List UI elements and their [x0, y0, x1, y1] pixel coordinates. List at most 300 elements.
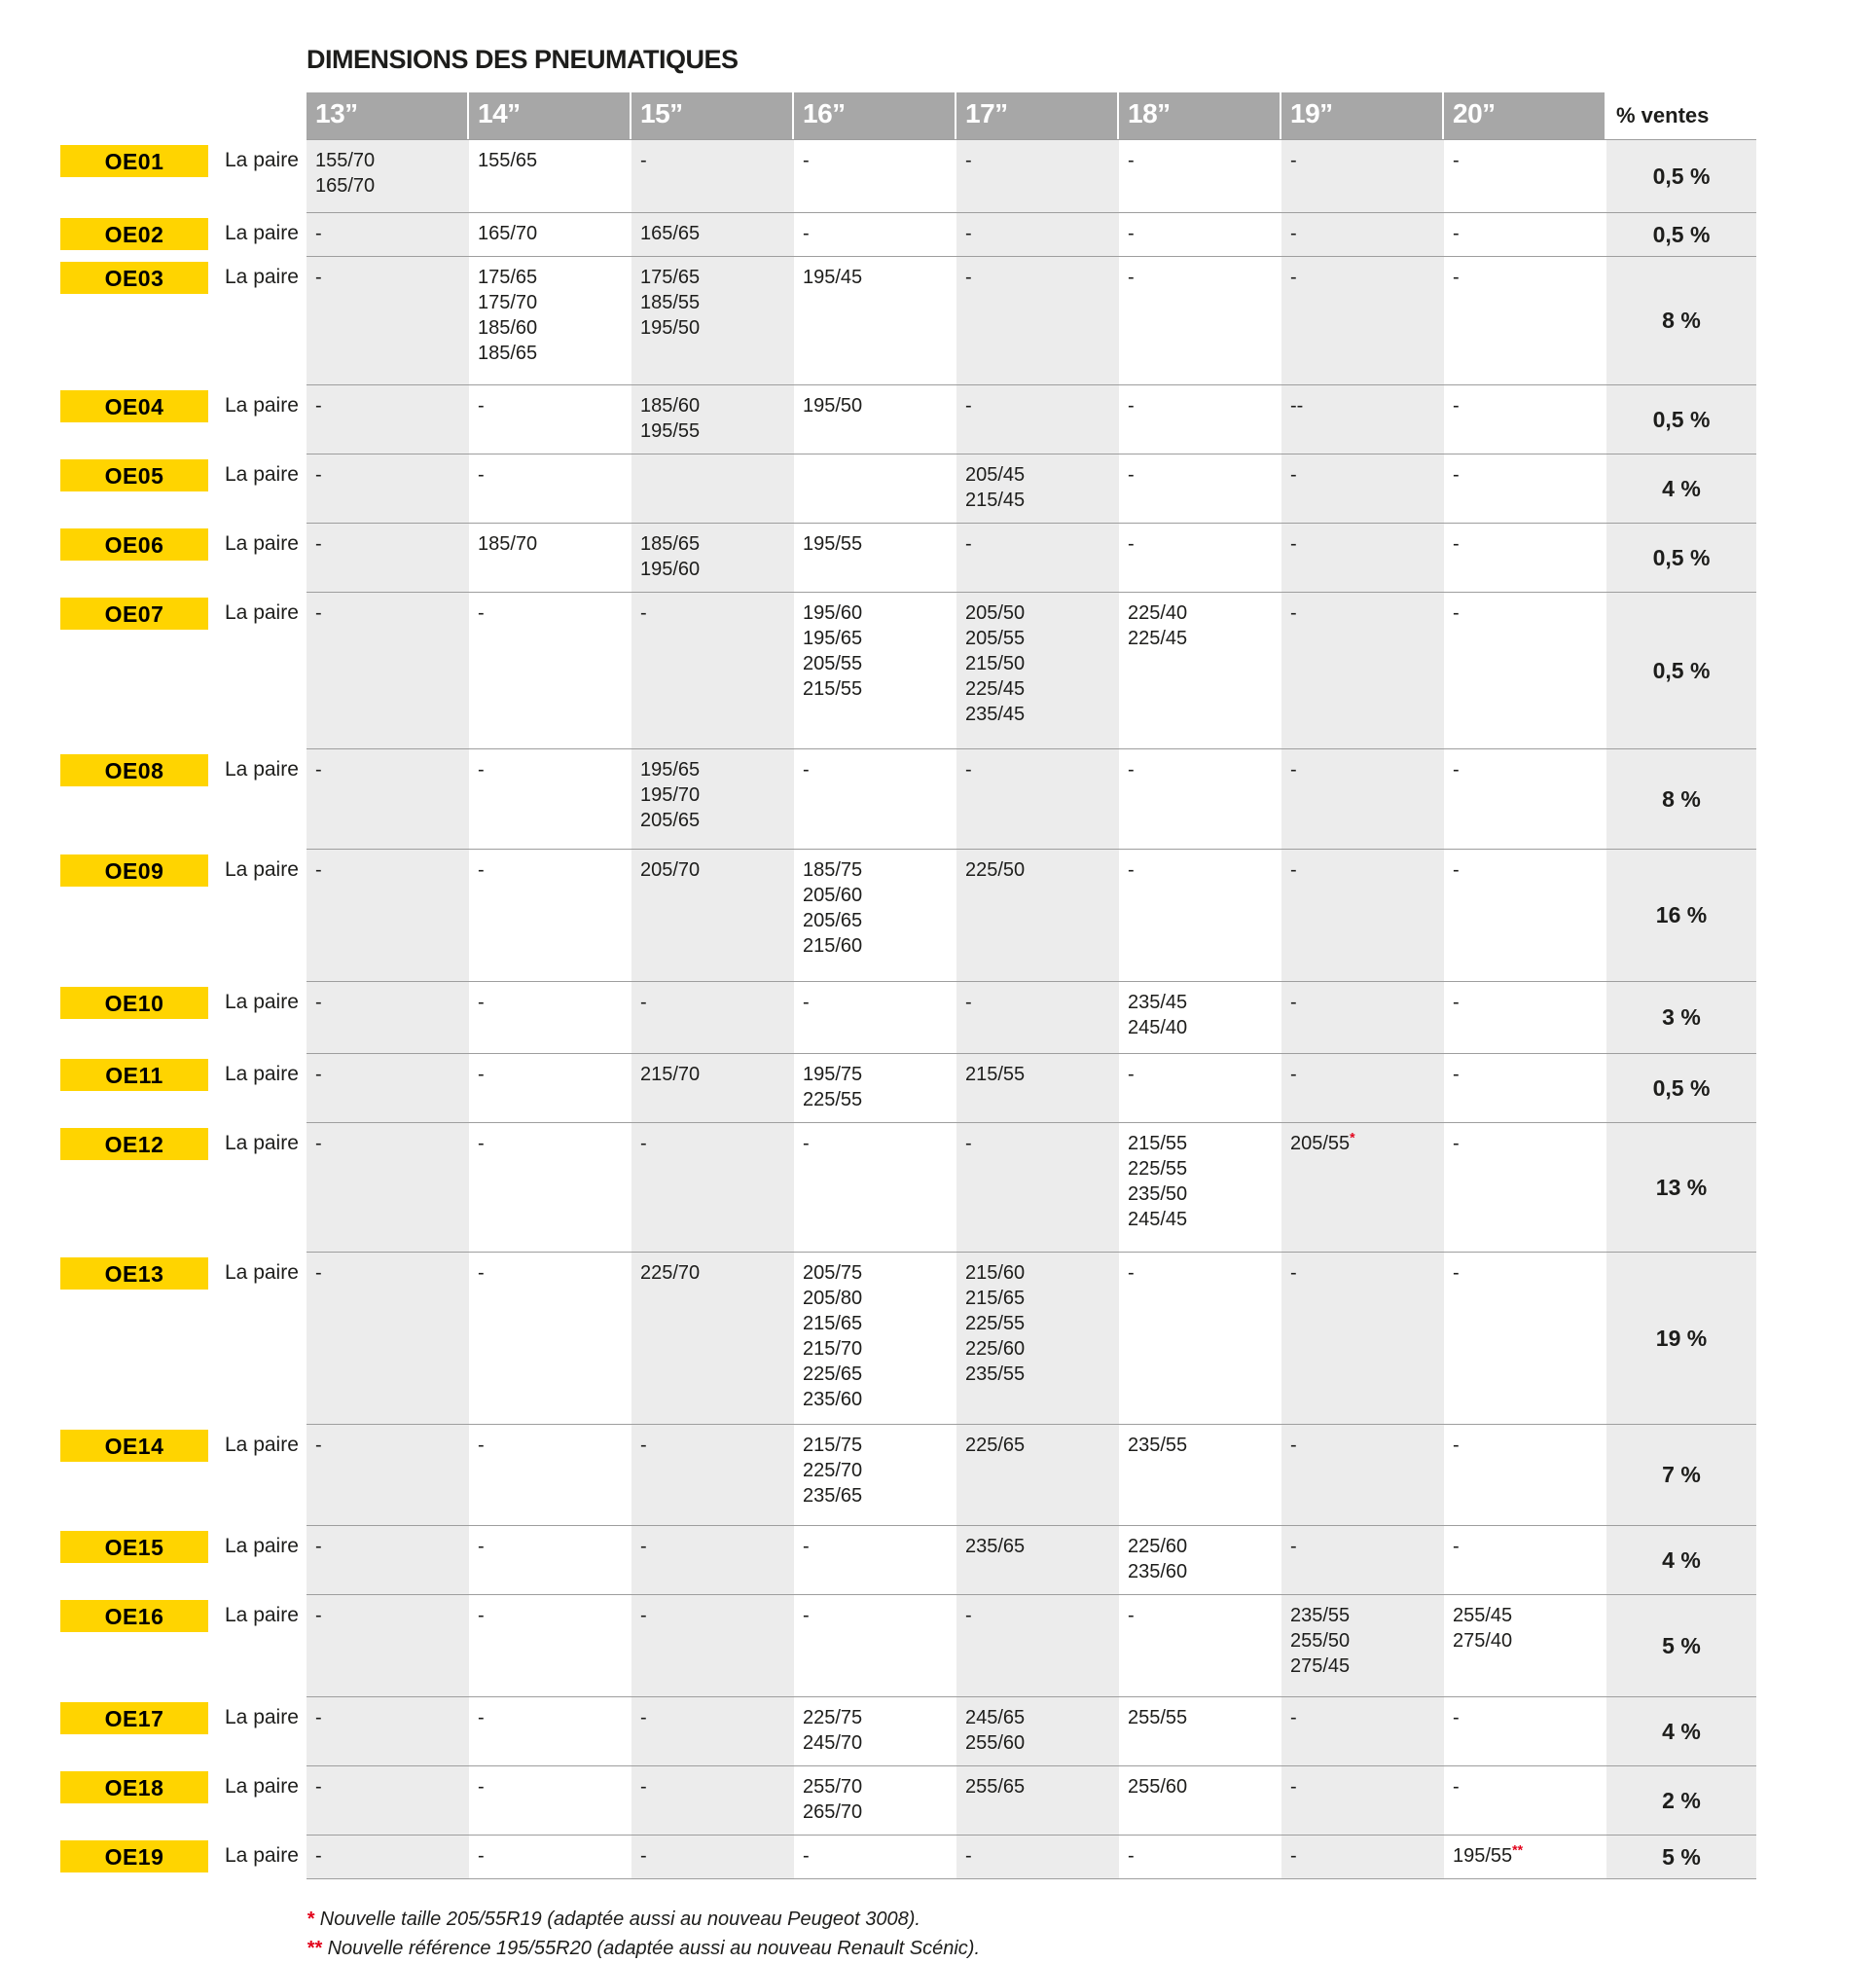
- tyre-size: -: [478, 859, 485, 881]
- size-cell: [1281, 592, 1444, 748]
- tyre-size: -: [478, 759, 485, 781]
- size-cell: [956, 1765, 1119, 1835]
- size-cell: [1444, 454, 1606, 523]
- tyre-size: -: [1128, 223, 1135, 244]
- row-label-cell: [60, 1835, 307, 1879]
- tyre-size: 245/65: [965, 1707, 1026, 1728]
- tyre-size: -: [965, 150, 972, 171]
- size-cell: [956, 212, 1119, 256]
- size-cell: [631, 1053, 794, 1122]
- sales-percent: 4 %: [1606, 454, 1756, 523]
- tyre-size: -: [1128, 1064, 1135, 1085]
- row-label-cell: [60, 1252, 307, 1424]
- size-cell: [1281, 981, 1444, 1053]
- table-header-row: [60, 92, 1756, 139]
- tyre-size: -: [1290, 1845, 1297, 1867]
- column-header-13: 13”: [307, 92, 469, 139]
- tyre-size: 235/60: [1128, 1561, 1188, 1582]
- row-code-badge: OE04: [60, 390, 208, 422]
- tyre-size: -: [640, 1605, 647, 1626]
- table-row: [60, 981, 1756, 1053]
- tyre-size: -: [640, 602, 647, 624]
- pair-label: La paire: [225, 149, 299, 171]
- size-cell: [469, 1835, 631, 1879]
- size-cell: [307, 981, 469, 1053]
- tyre-size: -: [478, 1064, 485, 1085]
- size-cell: [956, 1252, 1119, 1424]
- tyre-size: 225/75: [803, 1707, 863, 1728]
- row-code-badge: OE01: [60, 145, 208, 177]
- size-cell: [1119, 748, 1281, 849]
- size-cell: [956, 1424, 1119, 1525]
- size-cell: [631, 592, 794, 748]
- pair-label: La paire: [225, 991, 299, 1013]
- row-code-badge: OE11: [60, 1059, 208, 1091]
- tyre-size: 215/60: [803, 935, 863, 957]
- tyre-size: 215/70: [640, 1064, 701, 1085]
- tyre-size: -: [965, 395, 972, 417]
- tyre-size: 225/60: [1128, 1536, 1188, 1557]
- tyre-size: -: [315, 859, 322, 881]
- size-cell: [794, 1835, 956, 1879]
- size-cell: [469, 1765, 631, 1835]
- tyre-size: 235/65: [965, 1536, 1026, 1557]
- tyre-size: -: [1290, 533, 1297, 555]
- tyre-size: -: [478, 1536, 485, 1557]
- tyre-size: -: [1128, 267, 1135, 288]
- size-cell: [794, 592, 956, 748]
- size-cell: [1281, 1122, 1444, 1252]
- tyre-size: -: [1453, 602, 1460, 624]
- size-cell: [1119, 1053, 1281, 1122]
- tyre-size: -: [1453, 759, 1460, 781]
- footnote-marker: **: [307, 1938, 322, 1959]
- size-cell: [794, 1696, 956, 1765]
- page-title: DIMENSIONS DES PNEUMATIQUES: [307, 45, 739, 74]
- table-row: [60, 1835, 1756, 1879]
- table-row: [60, 139, 1756, 212]
- pair-label: La paire: [225, 1261, 299, 1284]
- tyre-size: -: [1290, 859, 1297, 881]
- size-cell: [1444, 1594, 1606, 1696]
- row-label-cell: [60, 454, 307, 523]
- row-code-badge: OE14: [60, 1430, 208, 1462]
- tyre-size: 235/45: [1128, 992, 1188, 1013]
- size-cell: [1281, 139, 1444, 212]
- tyre-size: -: [803, 1133, 810, 1154]
- tyre-size: 255/60: [965, 1732, 1026, 1754]
- tyre-size: -: [640, 992, 647, 1013]
- tyre-size: -: [1128, 150, 1135, 171]
- tyre-size: 205/45: [965, 464, 1026, 486]
- row-label-cell: [60, 981, 307, 1053]
- size-cell: [469, 454, 631, 523]
- size-cell: [631, 1594, 794, 1696]
- tyre-size: -: [478, 1435, 485, 1456]
- tyre-size: 195/55: [640, 420, 701, 442]
- pair-label: La paire: [225, 532, 299, 555]
- size-cell: [469, 1252, 631, 1424]
- pair-label: La paire: [225, 1775, 299, 1798]
- tyre-size: -: [1290, 602, 1297, 624]
- tyre-size: 275/45: [1290, 1655, 1351, 1677]
- row-code-badge: OE07: [60, 598, 208, 630]
- row-label-cell: [60, 139, 307, 212]
- size-cell: [794, 849, 956, 981]
- size-cell: [956, 1525, 1119, 1594]
- tyre-size: 235/45: [965, 704, 1026, 725]
- table-row: [60, 849, 1756, 981]
- size-cell: [794, 1053, 956, 1122]
- tyre-size: -: [803, 1605, 810, 1626]
- table-row: [60, 592, 1756, 748]
- tyre-size: 195/65: [640, 759, 701, 781]
- tyre-size: 195/65: [803, 628, 863, 649]
- tyre-size: -: [1290, 992, 1297, 1013]
- tyre-size: -: [1290, 150, 1297, 171]
- size-cell: [1119, 523, 1281, 592]
- tyre-size: 185/75: [803, 859, 863, 881]
- tyre-size: 245/45: [1128, 1209, 1188, 1230]
- size-cell: [631, 212, 794, 256]
- column-header-17: 17”: [956, 92, 1119, 139]
- tyre-size: -: [315, 1536, 322, 1557]
- size-cell: [1444, 748, 1606, 849]
- pair-label: La paire: [225, 394, 299, 417]
- sales-percent: 0,5 %: [1606, 212, 1756, 256]
- table-row: [60, 1765, 1756, 1835]
- tyre-size: 205/80: [803, 1288, 863, 1309]
- tyre-size: -: [1453, 150, 1460, 171]
- tyre-size: -: [478, 1776, 485, 1798]
- table-row: [60, 384, 1756, 454]
- tyre-size: -: [965, 992, 972, 1013]
- size-cell: [956, 523, 1119, 592]
- size-cell: [956, 139, 1119, 212]
- size-cell: [794, 1594, 956, 1696]
- tyre-size: 165/70: [478, 223, 538, 244]
- tyre-size: -: [315, 464, 322, 486]
- tyre-size: 225/65: [965, 1435, 1026, 1456]
- size-cell: [631, 748, 794, 849]
- size-cell: [1281, 256, 1444, 384]
- size-cell: [1444, 1252, 1606, 1424]
- size-cell: [631, 454, 794, 523]
- row-label-cell: [60, 849, 307, 981]
- tyre-size: 225/40: [1128, 602, 1188, 624]
- tyre-size: -: [1290, 759, 1297, 781]
- size-cell: [956, 849, 1119, 981]
- size-cell: [307, 1696, 469, 1765]
- row-code-badge: OE02: [60, 218, 208, 250]
- size-cell: [307, 1252, 469, 1424]
- size-cell: [469, 384, 631, 454]
- row-label-cell: [60, 1696, 307, 1765]
- size-cell: [631, 139, 794, 212]
- tyre-size: 225/70: [803, 1460, 863, 1481]
- pair-label: La paire: [225, 1535, 299, 1557]
- tyre-size: -: [478, 1605, 485, 1626]
- tyre-size: -: [965, 759, 972, 781]
- tyre-size: -: [1290, 1707, 1297, 1728]
- tyre-size: -: [803, 150, 810, 171]
- tyre-size: 155/65: [478, 150, 538, 171]
- tyre-size: 225/55: [1128, 1158, 1188, 1180]
- size-cell: [307, 849, 469, 981]
- row-label-cell: [60, 256, 307, 384]
- footnotes: [307, 1905, 1756, 1963]
- size-cell: [469, 139, 631, 212]
- sales-percent: 8 %: [1606, 748, 1756, 849]
- size-cell: [307, 592, 469, 748]
- size-cell: [469, 1696, 631, 1765]
- table-row: [60, 1424, 1756, 1525]
- size-cell: [1444, 1525, 1606, 1594]
- table-row: [60, 748, 1756, 849]
- tyre-size: 185/65: [478, 343, 538, 364]
- tyre-size: 195/55: [803, 533, 863, 555]
- tyre-size: -: [1128, 464, 1135, 486]
- pair-label: La paire: [225, 1132, 299, 1154]
- sales-percent: 4 %: [1606, 1525, 1756, 1594]
- tyre-size: 255/50: [1290, 1630, 1351, 1652]
- tyre-size: 235/55: [965, 1363, 1026, 1385]
- tyre-size: 185/55: [640, 292, 701, 313]
- tyre-size: -: [1453, 1262, 1460, 1284]
- column-header-18: 18”: [1119, 92, 1281, 139]
- tyre-size: -: [315, 1605, 322, 1626]
- size-cell: [1281, 212, 1444, 256]
- size-cell: [794, 523, 956, 592]
- sales-percent: 8 %: [1606, 256, 1756, 384]
- row-label-cell: [60, 1053, 307, 1122]
- tyre-size: -: [1453, 859, 1460, 881]
- tyre-size: -: [1128, 533, 1135, 555]
- size-cell: [307, 1525, 469, 1594]
- tyre-size: -: [478, 1707, 485, 1728]
- tyre-size: -: [315, 267, 322, 288]
- tyre-size: -: [315, 1707, 322, 1728]
- tyre-size: 215/50: [965, 653, 1026, 674]
- size-cell: [1119, 592, 1281, 748]
- size-cell: [307, 1835, 469, 1879]
- tyre-size: -: [1453, 1435, 1460, 1456]
- pair-label: La paire: [225, 758, 299, 781]
- size-cell: [1119, 1765, 1281, 1835]
- tyre-size: -: [965, 1605, 972, 1626]
- size-cell: [1444, 1835, 1606, 1879]
- table-row: [60, 1122, 1756, 1252]
- tyre-size: 205/60: [803, 885, 863, 906]
- size-cell: [307, 748, 469, 849]
- tyre-size: -: [315, 1262, 322, 1284]
- tyre-size: -: [315, 1776, 322, 1798]
- tyre-size: 185/60: [478, 317, 538, 339]
- sales-percent: 5 %: [1606, 1594, 1756, 1696]
- size-cell: [1281, 1525, 1444, 1594]
- tyre-size: -: [803, 1536, 810, 1557]
- tyre-size: -: [1453, 464, 1460, 486]
- pair-label: La paire: [225, 1706, 299, 1728]
- tyre-size: -: [1453, 267, 1460, 288]
- tyre-size: -: [1453, 1776, 1460, 1798]
- size-cell: [956, 384, 1119, 454]
- size-cell: [631, 849, 794, 981]
- size-cell: [631, 1424, 794, 1525]
- tyre-size: 175/65: [478, 267, 538, 288]
- size-cell: [1444, 849, 1606, 981]
- tyre-size: 235/65: [803, 1485, 863, 1507]
- row-code-badge: OE10: [60, 987, 208, 1019]
- tyre-size: 205/55: [965, 628, 1026, 649]
- tyre-size: 165/65: [640, 223, 701, 244]
- tyre-size: -: [315, 992, 322, 1013]
- tyre-size: -: [1453, 1133, 1460, 1154]
- row-code-badge: OE17: [60, 1702, 208, 1734]
- tyre-size: -: [1453, 223, 1460, 244]
- tyre-size: -: [1453, 1536, 1460, 1557]
- size-cell: [1281, 1053, 1444, 1122]
- size-cell: [469, 256, 631, 384]
- size-cell: [1444, 256, 1606, 384]
- tyre-size: -: [1290, 267, 1297, 288]
- row-code-badge: OE18: [60, 1771, 208, 1803]
- tyre-size: 195/60: [640, 559, 701, 580]
- tyre-size: 225/60: [965, 1338, 1026, 1360]
- size-cell: [1444, 1696, 1606, 1765]
- size-cell: [469, 981, 631, 1053]
- size-cell: [794, 454, 956, 523]
- tyre-size: -: [965, 223, 972, 244]
- size-cell: [956, 1122, 1119, 1252]
- tyre-size: 215/70: [803, 1338, 863, 1360]
- size-cell: [794, 748, 956, 849]
- size-cell: [956, 1594, 1119, 1696]
- size-cell: [469, 523, 631, 592]
- pair-label: La paire: [225, 463, 299, 486]
- tyre-size: -: [1290, 1064, 1297, 1085]
- size-cell: [631, 1525, 794, 1594]
- size-cell: [469, 592, 631, 748]
- table-row: [60, 523, 1756, 592]
- tyre-size: 195/50: [803, 395, 863, 417]
- sales-percent: 0,5 %: [1606, 523, 1756, 592]
- tyre-size: -: [315, 759, 322, 781]
- size-cell: [631, 1696, 794, 1765]
- table-row: [60, 1525, 1756, 1594]
- tyre-size: 215/65: [803, 1313, 863, 1334]
- pair-label: La paire: [225, 1434, 299, 1456]
- size-cell: [1281, 1835, 1444, 1879]
- sales-percent: 0,5 %: [1606, 592, 1756, 748]
- size-cell: [1444, 1424, 1606, 1525]
- column-header-15: 15”: [631, 92, 794, 139]
- table-row: [60, 454, 1756, 523]
- tyre-size: -: [640, 1845, 647, 1867]
- tyre-size: 155/70: [315, 150, 376, 171]
- footnote-text: Nouvelle référence 195/55R20 (adaptée aussi au nouveau Renault Scénic).: [327, 1938, 981, 1959]
- size-cell: [956, 454, 1119, 523]
- row-label-cell: [60, 1594, 307, 1696]
- tyre-size: -: [965, 1133, 972, 1154]
- tyre-size: -: [1290, 223, 1297, 244]
- tyre-size: 205/65: [640, 810, 701, 831]
- size-cell: [1444, 1122, 1606, 1252]
- tyre-size: 245/40: [1128, 1017, 1188, 1038]
- size-cell: [469, 212, 631, 256]
- tyre-size: -: [1453, 1707, 1460, 1728]
- tyre-size: 195/70: [640, 784, 701, 806]
- pair-label: La paire: [225, 266, 299, 288]
- pair-label: La paire: [225, 601, 299, 624]
- tyre-size: 215/55: [1128, 1133, 1188, 1154]
- size-cell: [1281, 454, 1444, 523]
- tyre-size: 225/45: [1128, 628, 1188, 649]
- size-cell: [1119, 256, 1281, 384]
- size-cell: [794, 1252, 956, 1424]
- sales-percent: 0,5 %: [1606, 384, 1756, 454]
- footnote-line: [307, 1905, 1756, 1934]
- tyre-size: -: [1290, 1776, 1297, 1798]
- tyre-size: 205/70: [640, 859, 701, 881]
- tyre-size: -: [478, 602, 485, 624]
- size-cell: [956, 1835, 1119, 1879]
- sales-percent: 19 %: [1606, 1252, 1756, 1424]
- tyre-size: -: [478, 1133, 485, 1154]
- size-cell: [1119, 849, 1281, 981]
- table-row: [60, 212, 1756, 256]
- tyre-size: -: [1128, 395, 1135, 417]
- size-cell: [1119, 1696, 1281, 1765]
- tyre-size: 175/65: [640, 267, 701, 288]
- tyre-size: -: [478, 395, 485, 417]
- table-container: [60, 45, 1756, 1963]
- tyre-size: 205/75: [803, 1262, 863, 1284]
- size-cell: [956, 748, 1119, 849]
- tyre-size: -: [1128, 1845, 1135, 1867]
- sales-percent: 5 %: [1606, 1835, 1756, 1879]
- tyre-size: 255/70: [803, 1776, 863, 1798]
- size-cell: [1119, 212, 1281, 256]
- row-label-cell: [60, 748, 307, 849]
- row-code-badge: OE16: [60, 1600, 208, 1632]
- sales-percent: 2 %: [1606, 1765, 1756, 1835]
- tyre-size: 235/60: [803, 1389, 863, 1410]
- table-row: [60, 1252, 1756, 1424]
- tyre-size: 205/55: [803, 653, 863, 674]
- size-cell: [631, 523, 794, 592]
- tyre-size: -: [315, 395, 322, 417]
- table-row: [60, 1053, 1756, 1122]
- table-body: [60, 139, 1756, 1879]
- size-cell: [1281, 523, 1444, 592]
- size-cell: [1444, 523, 1606, 592]
- row-code-badge: OE08: [60, 754, 208, 786]
- tyre-size: -: [640, 1133, 647, 1154]
- sales-percent: 4 %: [1606, 1696, 1756, 1765]
- tyre-size: 225/70: [640, 1262, 701, 1284]
- tyre-size: 265/70: [803, 1801, 863, 1823]
- size-cell: [1119, 1594, 1281, 1696]
- tyre-size: -: [1128, 1605, 1135, 1626]
- size-cell: [794, 1765, 956, 1835]
- size-cell: [631, 1252, 794, 1424]
- row-label-cell: [60, 592, 307, 748]
- tyre-size: -: [640, 1536, 647, 1557]
- column-header-16: 16”: [794, 92, 956, 139]
- header-spacer: [60, 92, 307, 139]
- tyre-size: 255/65: [965, 1776, 1026, 1798]
